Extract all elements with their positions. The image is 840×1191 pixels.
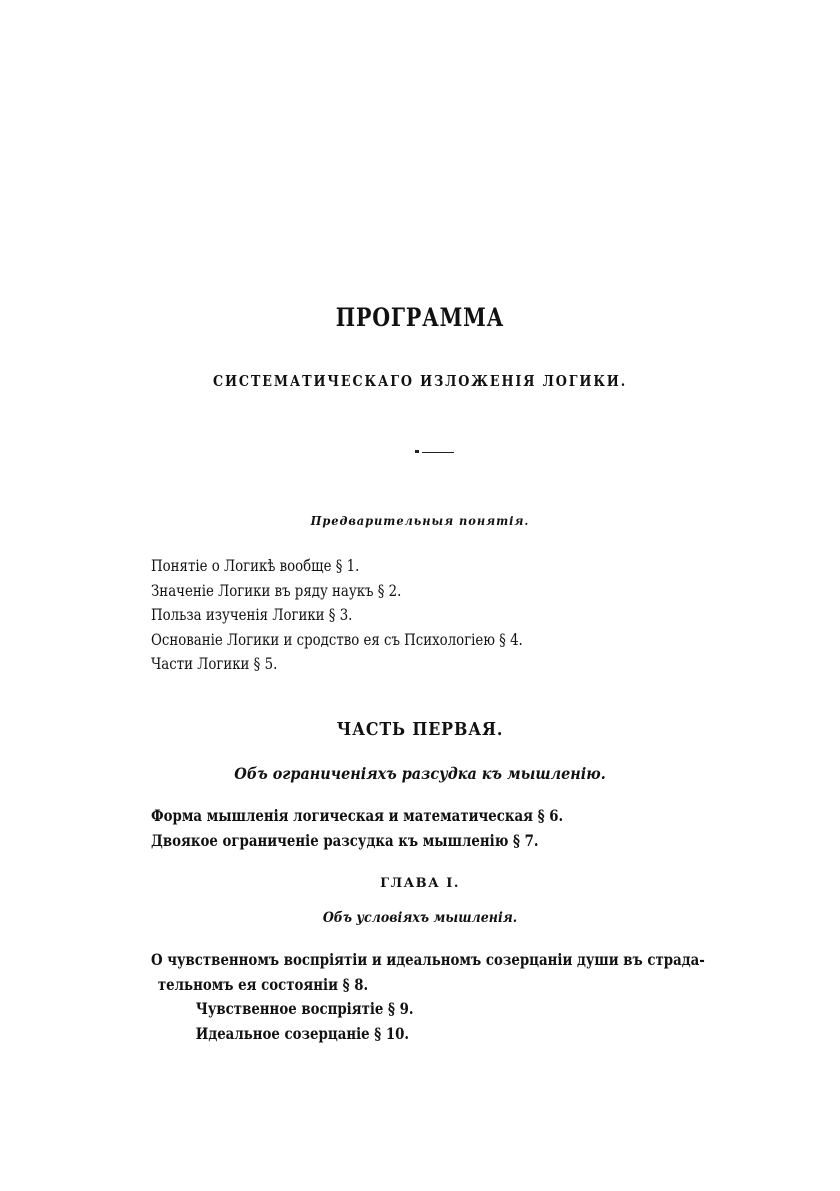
list-item: тельномъ ея состояніи § 8. [157, 974, 369, 994]
list-item: О чувственномъ воспріятіи и идеальномъ созерцаніи души въ страда- [151, 950, 705, 969]
list-item: Польза изученія Логики § 3. [151, 606, 353, 624]
list-item: Значеніе Логики въ ряду наукъ § 2. [151, 581, 402, 600]
chapter-one-subtitle: Объ условіяхъ мышленія. [322, 910, 518, 926]
divider-dot [415, 450, 419, 453]
list-item: Основаніе Логики и сродство ея съ Психологіею § 4. [151, 630, 523, 649]
part-one-list [151, 804, 630, 853]
list-item: Идеальное созерцаніе § 10. [195, 1023, 410, 1043]
list-item: Форма мышленія логическая и математическая § 6. [151, 806, 564, 825]
list-item: Части Логики § 5. [151, 655, 278, 673]
preliminary-heading: Предварительныя понятія. [310, 514, 530, 528]
part-one-subtitle: Объ ограниченіяхъ разсудка къ мышленію. [234, 764, 606, 783]
list-item: Чувственное воспріятіе § 9. [195, 999, 414, 1018]
divider-rule [422, 452, 454, 453]
list-item: Понятіе о Логикѣ вообще § 1. [151, 557, 360, 575]
preliminary-list [151, 554, 583, 677]
page-title: ПРОГРАММА [335, 303, 505, 332]
chapter-one-list [151, 948, 795, 1046]
chapter-one-label: ГЛАВА I. [380, 876, 460, 891]
page-subtitle: СИСТЕМАТИЧЕСКАГО ИЗЛОЖЕНІЯ ЛОГИКИ. [212, 372, 628, 390]
list-item: Двоякое ограниченіе разсудка къ мышленію § 7. [151, 830, 539, 850]
part-one-title: ЧАСТЬ ПЕРВАЯ. [336, 719, 504, 740]
